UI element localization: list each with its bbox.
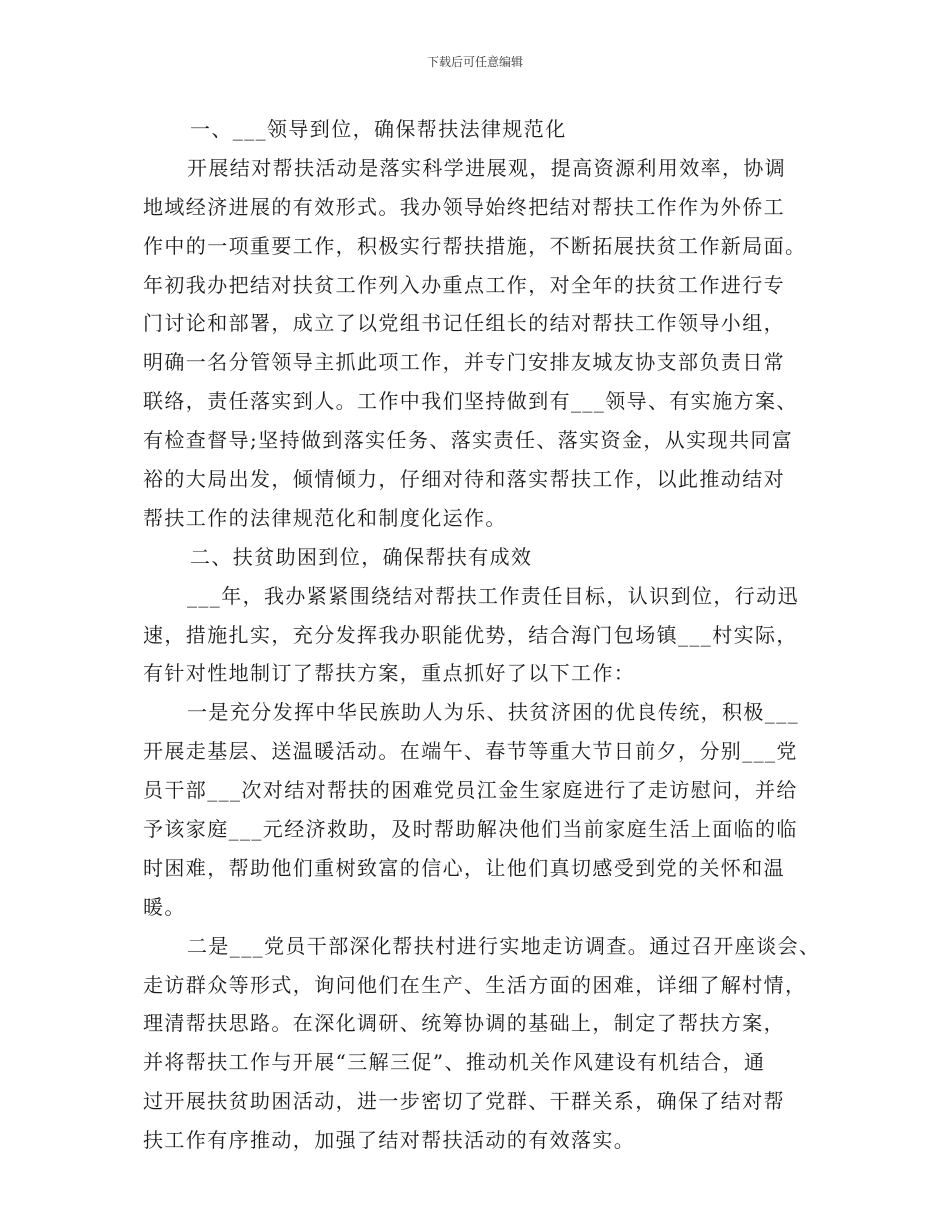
- section-heading-1: 一、___领导到位，确保帮扶法律规范化: [190, 117, 567, 141]
- paragraph-line: ___年，我办紧紧围绕结对帮扶工作责任目标，认识到位，行动迅: [187, 583, 799, 608]
- paragraph-line: 时困难，帮助他们重树致富的信心，让他们真切感受到党的关怀和温: [143, 855, 785, 880]
- paragraph-line: 扶工作有序推动，加强了结对帮扶活动的有效落实。: [143, 1128, 636, 1153]
- paragraph-line: 有针对性地制订了帮扶方案，重点抓好了以下工作：: [143, 661, 636, 686]
- paragraph-line: 作中的一项重要工作，积极实行帮扶措施，不断拓展扶贫工作新局面。: [143, 233, 807, 258]
- paragraph-line: 予该家庭___元经济救助，及时帮助解决他们当前家庭生活上面临的临: [143, 817, 798, 842]
- document-body: [143, 110, 823, 1160]
- paragraph-line: 理清帮扶思路。在深化调研、统筹协调的基础上，制定了帮扶方案，: [143, 1011, 785, 1036]
- paragraph-line: 明确一名分管领导主抓此项工作，并专门安排友城友协支部负责日常: [143, 350, 785, 375]
- paragraph-line: 过开展扶贫助困活动，进一步密切了党群、干群关系，确保了结对帮: [143, 1089, 785, 1114]
- section-heading-2: 二、扶贫助困到位，确保帮扶有成效: [190, 544, 533, 569]
- paragraph-line: 员干部___次对结对帮扶的困难党员江金生家庭进行了走访慰问，并给: [143, 778, 798, 803]
- paragraph-line: 地域经济进展的有效形式。我办领导始终把结对帮扶工作作为外侨工: [143, 194, 785, 219]
- paragraph-line: 帮扶工作的法律规范化和制度化运作。: [143, 505, 507, 530]
- header-note: 下载后可任意编辑: [426, 55, 523, 69]
- paragraph-line: 裕的大局出发，倾情倾力，仔细对待和落实帮扶工作，以此推动结对: [143, 467, 785, 492]
- paragraph-line: 并将帮扶工作与开展“三解三促”、推动机关作风建设有机结合，通: [143, 1050, 766, 1075]
- paragraph-line: 走访群众等形式，询问他们在生产、生活方面的困难，详细了解村情，: [143, 972, 807, 997]
- paragraph-line: 有检查督导;坚持做到落实任务、落实责任、落实资金，从实现共同富: [143, 428, 794, 453]
- paragraph-line: 联络，责任落实到人。工作中我们坚持做到有___领导、有实施方案、: [143, 389, 798, 414]
- paragraph-line: 年初我办把结对扶贫工作列入办重点工作，对全年的扶贫工作进行专: [143, 272, 785, 297]
- paragraph-line: 一是充分发挥中华民族助人为乐、扶贫济困的优良传统，积极___: [187, 700, 799, 725]
- paragraph-line: 开展走基层、送温暖活动。在端午、春节等重大节日前夕，分别___党: [143, 739, 798, 764]
- paragraph-line: 二是___党员干部深化帮扶村进行实地走访调查。通过召开座谈会、: [187, 933, 821, 958]
- paragraph-line: 开展结对帮扶活动是落实科学进展观，提高资源利用效率，协调: [187, 155, 787, 180]
- paragraph-line: 暖。: [143, 894, 186, 919]
- paragraph-line: 门讨论和部署，成立了以党组书记任组长的结对帮扶工作领导小组，: [143, 311, 785, 336]
- paragraph-line: 速，措施扎实，充分发挥我办职能优势，结合海门包场镇___村实际，: [143, 622, 798, 647]
